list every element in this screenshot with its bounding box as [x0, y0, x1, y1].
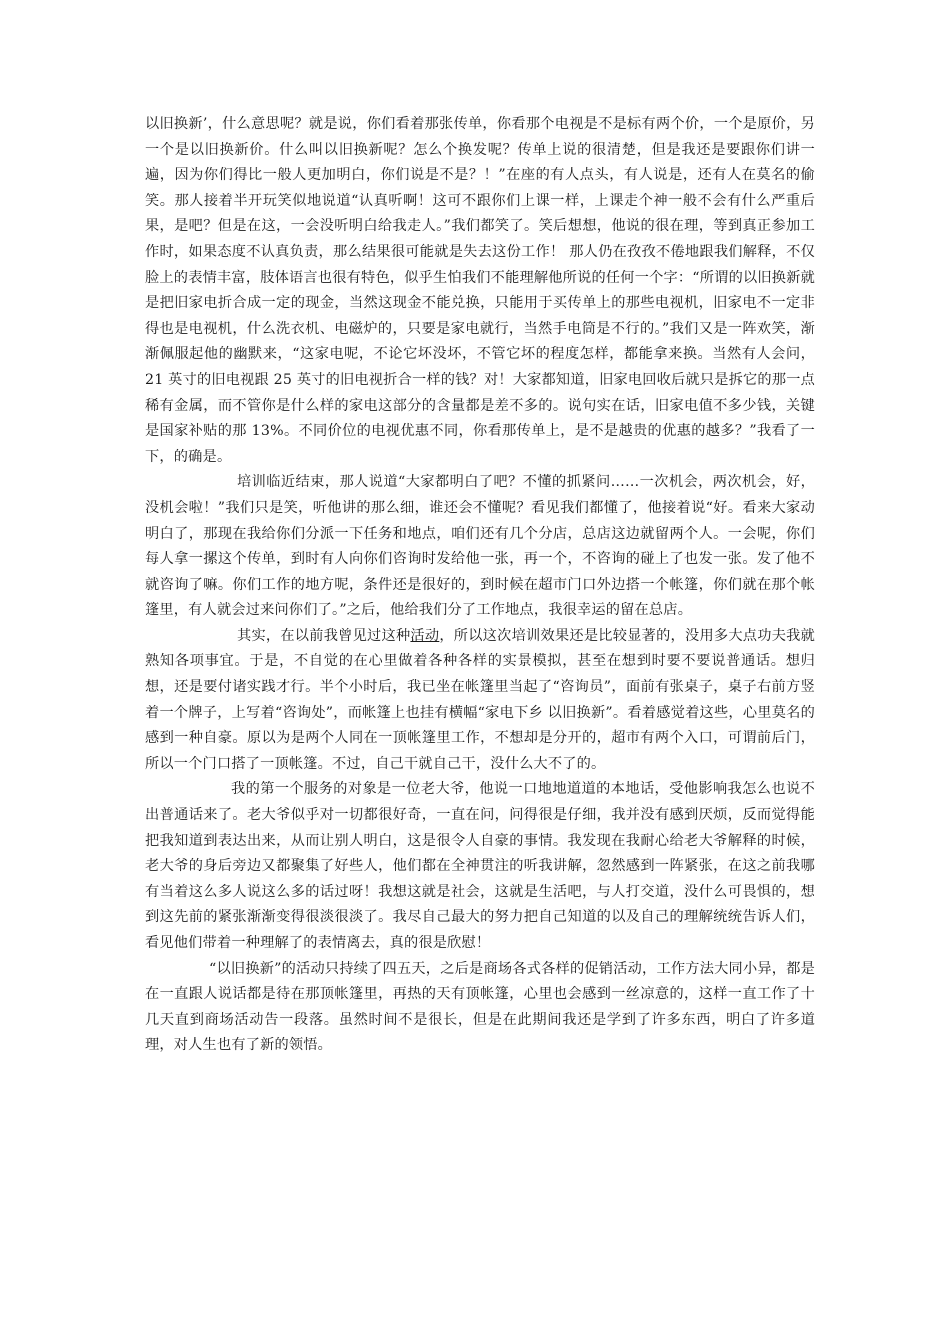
paragraph-3-before: 其实，在以前我曾见过这种 — [237, 627, 411, 644]
paragraph-4: 我的第一个服务的对象是一位老大爷，他说一口地地道道的本地话，受他影响我怎么也说不出普通话来了。老大爷似乎对一切都很好奇，一直在问，问得很是仔细，我并没有感到厌烦，反而觉得能把我知道到表达出来，从而让别人明白，这是很令人自豪的事情。我发现在我耐心给老大爷解释的时候，老大爷的身后旁边又都聚集了好些人，他们都在全神贯注的听我讲解，忽然感到一阵紧张，在这之前我哪有当着这么多人说这么多的话过呀！我想这就是社会，这就是生活吧，与人打交道，没什么可畏惧的，想到这先前的紧张渐渐变得很淡很淡了。我尽自己最大的努力把自己知道的以及自己的理解统统告诉人们，看见他们带着一种理解了的表情离去，真的很是欣慰！ — [145, 781, 815, 951]
activity-link[interactable]: 活动 — [410, 627, 440, 644]
paragraph-1: 以旧换新’，什么意思呢？就是说，你们看着那张传单，你看那个电视是不是标有两个价，一个是原价，另一个是以旧换新价。什么叫以旧换新呢？怎么个换发呢？传单上说的很清楚，但是我还是要跟你们讲一遍，因为你们得比一般人更加明白，你们说是不是？！”在座的有人点头，有人说是，还有人在莫名的偷笑。那人接着半开玩笑似地说道“认真听啊！这可不跟你们上课一样，上课走个神一般不会有什么严重后果，是吧？但是在这，一会没听明白给我走人。”我们都笑了。笑后想想，他说的很在理，等到真正参加工作时，如果态度不认真负责，那么结果很可能就是失去这份工作！ 那人仍在孜孜不倦地跟我们解释，不仅脸上的表情丰富，肢体语言也很有特色，似乎生怕我们不能理解他所说的任何一个字：“所谓的以旧换新就是把旧家电折合成一定的现金，当然这现金不能兑换，只能用于买传单上的那些电视机，旧家电不一定非得也是电视机，什么洗衣机、电磁炉的，只要是家电就行，当然手电筒是不行的。”我们又是一阵欢笑，渐渐佩服起他的幽默来，“这家电呢，不论它坏没坏，不管它坏的程度怎样，都能拿来换。当然有人会问，21 英寸的旧电视跟 25 英寸的旧电视折合一样的钱？对！大家都知道，旧家电回收后就只是拆它的那一点稀有金属，而不管你是什么样的家电这部分的含量都是差不多的。说句实在话，旧家电值不多少钱，关键是国家补贴的那 13%。不同价位的电视优惠不同，你看那传单上，是不是越贵的优惠的越多？”我看了一下，的确是。 — [145, 116, 815, 465]
paragraph-5: “以旧换新”的活动只持续了四五天，之后是商场各式各样的促销活动，工作方法大同小异，都是在一直跟人说话都是待在那顶帐篷里，再热的天有顶帐篷，心里也会感到一丝凉意的，这样一直工作了十几天直到商场活动告一段落。虽然时间不是很长，但是在此期间我还是学到了许多东西，明白了许多道理，对人生也有了新的领悟。 — [145, 960, 815, 1054]
paragraph-2: 培训临近结束，那人说道“大家都明白了吧？不懂的抓紧问……一次机会，两次机会，好，没机会啦！”我们只是笑，听他讲的那么细，谁还会不懂呢？看见我们都懂了，他接着说“好。看来大家动明白了，那现在我给你们分派一下任务和地点，咱们还有几个分店，总店这边就留两个人。一会呢，你们每人拿一摞这个传单，到时有人向你们咨询时发给他一张，再一个，不咨询的碰上了也发一张。发了他不就咨询了嘛。你们工作的地方呢，条件还是很好的，到时候在超市门口外边搭一个帐篷，你们就在那个帐篷里，有人就会过来问你们了。”之后，他给我们分了工作地点，我很幸运的留在总店。 — [145, 474, 815, 619]
paragraph-3 — [145, 624, 815, 778]
paragraph-3-after: ，所以这次培训效果还是比较显著的，没用多大点功夫我就熟知各项事宜。于是，不自觉的在心里做着各种各样的实景模拟，甚至在想到时要不要说普通话。想归想，还是要付诸实践才行。半个小时后，我已坐在帐篷里当起了“咨询员”，面前有张桌子，桌子右前方竖着一个牌子，上写着“咨询处”，而帐篷上也挂有横幅“家电下乡 以旧换新”。看着感觉着这些，心里莫名的感到一种自豪。原以为是两个人同在一顶帐篷里工作，不想却是分开的，超市有两个入口，可谓前后门，所以一个门口搭了一顶帐篷。不过，自己干就自己干，没什么大不了的。 — [145, 627, 815, 772]
document-body — [145, 112, 815, 1059]
